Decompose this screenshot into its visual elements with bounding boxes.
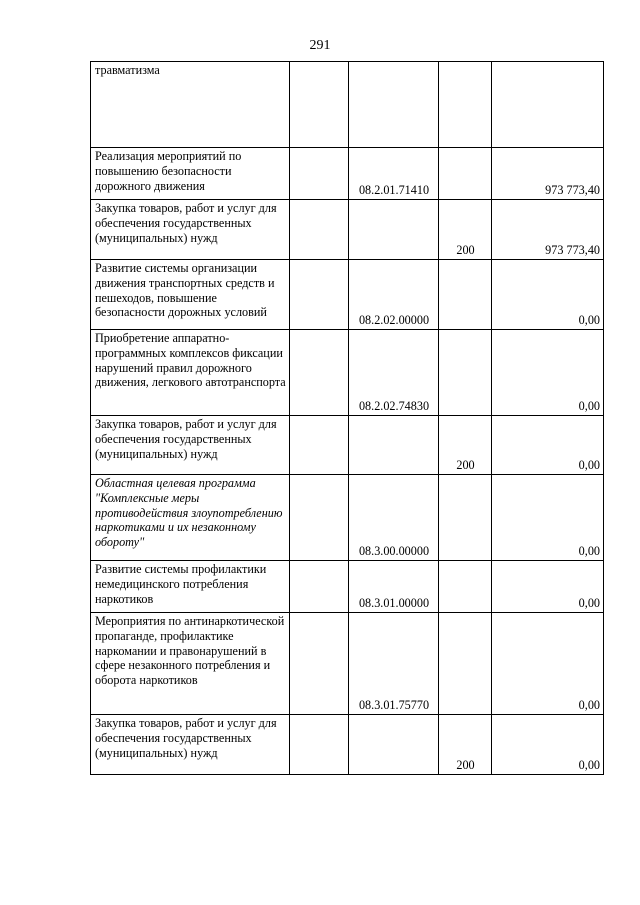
row-expense-type-cell	[439, 613, 492, 715]
row-section-cell	[290, 416, 349, 475]
table-row	[91, 416, 604, 475]
row-name-cell: Мероприятия по антинаркотической пропаганде, профилактике наркомании и правонарушений в сфере незаконного потребления и оборота наркотиков	[91, 613, 290, 715]
row-section-cell	[290, 330, 349, 416]
table-row	[91, 613, 604, 715]
table-row	[91, 148, 604, 200]
row-code-cell: 08.3.00.00000	[349, 475, 439, 561]
row-section-cell	[290, 715, 349, 775]
row-section-cell	[290, 613, 349, 715]
page-number: 291	[309, 38, 331, 53]
row-code-cell: 08.3.01.75770	[349, 613, 439, 715]
table-row	[91, 62, 604, 148]
row-expense-type-cell	[439, 475, 492, 561]
table-row	[91, 475, 604, 561]
table-row	[91, 260, 604, 330]
budget-table	[90, 61, 604, 775]
row-name-cell: травматизма	[91, 62, 290, 148]
row-code-cell	[349, 62, 439, 148]
row-section-cell	[290, 200, 349, 260]
row-code-cell	[349, 200, 439, 260]
row-name-cell: Приобретение аппаратно-программных комплексов фиксации нарушений правил дорожного движения, легкового автотранспорта	[91, 330, 290, 416]
row-expense-type-cell	[439, 148, 492, 200]
row-section-cell	[290, 475, 349, 561]
row-amount-cell: 0,00	[492, 260, 604, 330]
row-name-cell: Закупка товаров, работ и услуг для обеспечения государственных (муниципальных) нужд	[91, 715, 290, 775]
row-amount-cell: 0,00	[492, 330, 604, 416]
table-row	[91, 561, 604, 613]
row-code-cell: 08.2.02.74830	[349, 330, 439, 416]
row-code-cell: 08.2.01.71410	[349, 148, 439, 200]
row-amount-cell	[492, 62, 604, 148]
row-expense-type-cell: 200	[439, 200, 492, 260]
row-amount-cell: 0,00	[492, 561, 604, 613]
row-expense-type-cell	[439, 260, 492, 330]
row-section-cell	[290, 260, 349, 330]
row-code-cell	[349, 715, 439, 775]
table-body	[91, 62, 604, 775]
row-name-cell: Областная целевая программа "Комплексные меры противодействия злоупотреблению наркотиками и их незаконному обороту"	[91, 475, 290, 561]
row-section-cell	[290, 148, 349, 200]
row-amount-cell: 973 773,40	[492, 148, 604, 200]
row-code-cell: 08.2.02.00000	[349, 260, 439, 330]
row-amount-cell: 0,00	[492, 475, 604, 561]
table-row	[91, 715, 604, 775]
table-row	[91, 330, 604, 416]
row-name-cell: Реализация мероприятий по повышению безопасности дорожного движения	[91, 148, 290, 200]
row-code-cell	[349, 416, 439, 475]
table-row	[91, 200, 604, 260]
row-name-cell: Закупка товаров, работ и услуг для обеспечения государственных (муниципальных) нужд	[91, 200, 290, 260]
row-expense-type-cell	[439, 330, 492, 416]
row-name-cell: Развитие системы профилактики немедицинского потребления наркотиков	[91, 561, 290, 613]
row-section-cell	[290, 62, 349, 148]
row-name-cell: Закупка товаров, работ и услуг для обеспечения государственных (муниципальных) нужд	[91, 416, 290, 475]
row-expense-type-cell	[439, 561, 492, 613]
row-expense-type-cell: 200	[439, 416, 492, 475]
row-amount-cell: 0,00	[492, 715, 604, 775]
row-name-cell: Развитие системы организации движения транспортных средств и пешеходов, повышение безопасности дорожных условий	[91, 260, 290, 330]
row-code-cell: 08.3.01.00000	[349, 561, 439, 613]
row-amount-cell: 0,00	[492, 613, 604, 715]
row-amount-cell: 0,00	[492, 416, 604, 475]
row-amount-cell: 973 773,40	[492, 200, 604, 260]
row-expense-type-cell: 200	[439, 715, 492, 775]
row-expense-type-cell	[439, 62, 492, 148]
row-section-cell	[290, 561, 349, 613]
